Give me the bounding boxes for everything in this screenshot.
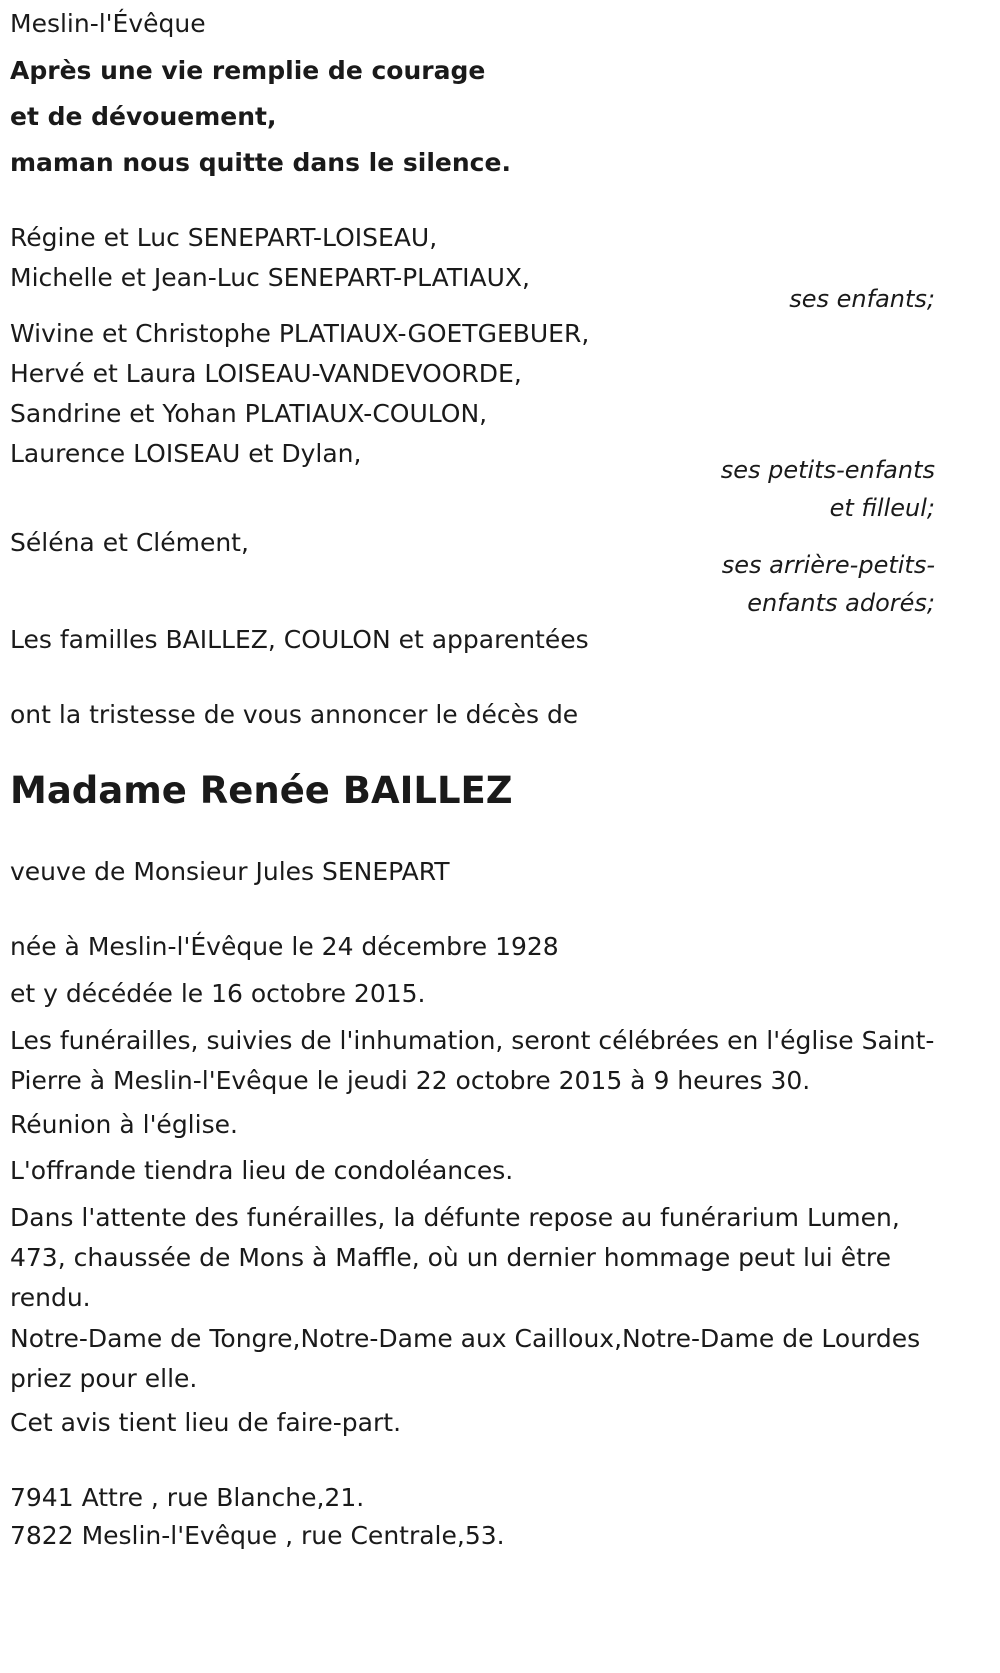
- relation-label: [721, 450, 935, 528]
- prayer-paragraph: Notre-Dame de Tongre,Notre-Dame aux Cailloux,Notre-Dame de Lourdes priez pour elle.: [10, 1324, 921, 1393]
- announcement-line: ont la tristesse de vous annoncer le décès de: [10, 700, 579, 729]
- addresses: [10, 1478, 505, 1556]
- relation-label: [722, 545, 935, 623]
- relation-line: enfants adorés;: [747, 589, 935, 617]
- intro-verse: [10, 46, 511, 187]
- meeting-line: Réunion à l'église.: [10, 1110, 238, 1139]
- funeral-paragraph: Les funérailles, suivies de l'inhumation, seront célébrées en l'église Saint-Pierre à Meslin-l'Evêque le jeudi 22 octobre 2015 à 9 heures 30.: [10, 1026, 935, 1095]
- relation-line: ses arrière-petits-: [721, 551, 935, 579]
- address-line: 7941 Attre , rue Blanche,21.: [10, 1483, 365, 1512]
- family-name: Hervé et Laura LOISEAU-VANDEVOORDE,: [10, 359, 522, 388]
- relation-label: ses enfants;: [789, 285, 935, 313]
- place-header: Meslin-l'Évêque: [10, 9, 206, 38]
- family-name: Wivine et Christophe PLATIAUX-GOETGEBUER,: [10, 319, 590, 348]
- birth-line: née à Meslin-l'Évêque le 24 décembre 1928: [10, 932, 559, 961]
- rest-paragraph: Dans l'attente des funérailles, la défunte repose au funérarium Lumen, 473, chaussée de Mons à Maffle, où un dernier hommage peut lui être rendu.: [10, 1203, 900, 1312]
- offering-line: L'offrande tiendra lieu de condoléances.: [10, 1156, 514, 1185]
- family-name: Sandrine et Yohan PLATIAUX-COULON,: [10, 399, 488, 428]
- intro-line: Après une vie remplie de courage: [10, 56, 486, 85]
- intro-line: et de dévouement,: [10, 102, 277, 131]
- family-name: Séléna et Clément,: [10, 528, 249, 557]
- great-grandchildren-group: [10, 523, 935, 617]
- families-line: Les familles BAILLEZ, COULON et apparentées: [10, 625, 589, 654]
- address-line: 7822 Meslin-l'Evêque , rue Centrale,53.: [10, 1521, 505, 1550]
- intro-line: maman nous quitte dans le silence.: [10, 148, 511, 177]
- deceased-name: Madame Renée BAILLEZ: [10, 769, 513, 812]
- family-name: Laurence LOISEAU et Dylan,: [10, 439, 362, 468]
- notice-line: Cet avis tient lieu de faire-part.: [10, 1408, 402, 1437]
- family-name: Michelle et Jean-Luc SENEPART-PLATIAUX,: [10, 263, 530, 292]
- widow-of-line: veuve de Monsieur Jules SENEPART: [10, 857, 450, 886]
- relation-line: ses petits-enfants: [720, 456, 935, 484]
- children-group: [10, 218, 935, 313]
- relation-line: et filleul;: [829, 494, 935, 522]
- family-name: Régine et Luc SENEPART-LOISEAU,: [10, 223, 438, 252]
- grandchildren-group: [10, 314, 935, 522]
- death-line: et y décédée le 16 octobre 2015.: [10, 979, 426, 1008]
